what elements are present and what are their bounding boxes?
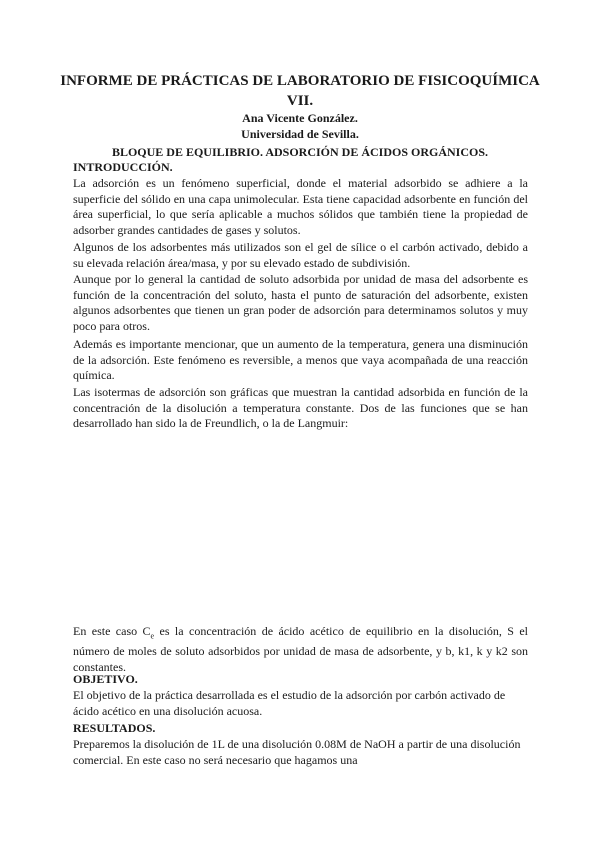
intro-paragraph-4: Además es importante mencionar, que un aumento de la temperatura, genera una disminución de la adsorción. Este fenómeno es reversible, a menos que vaya acompañada de una reacción química. <box>73 337 528 383</box>
introduction-heading: INTRODUCCIÓN. <box>73 160 173 174</box>
report-title-continuation: VII. <box>286 93 314 109</box>
results-heading: RESULTADOS. <box>73 721 156 735</box>
block-title: BLOQUE DE EQUILIBRIO. ADSORCIÓN DE ÁCIDOS ORGÁNICOS. <box>111 145 489 159</box>
variables-text-start: En este caso C <box>73 624 151 638</box>
variables-text-rest: es la concentración de ácido acético de equilibrio en la disolución, S el número de moles de soluto adsorbidos por unidad de masa de adsorbente, y b, k1, k y k2 son constantes. <box>73 624 528 674</box>
results-paragraph: Preparemos la disolución de 1L de una disolución 0.08M de NaOH a partir de una disolución comercial. En este caso no será necesario que hagamos una <box>73 737 521 767</box>
institution-name: Universidad de Sevilla. <box>241 127 359 141</box>
intro-paragraph-5: Las isotermas de adsorción son gráficas que muestran la cantidad adsorbida en función de la concentración de la disolución a temperatura constante. Dos de las funciones que se han desarrollado han sido la de Freundlich, o la de Langmuir: <box>73 385 528 431</box>
objective-paragraph: El objetivo de la práctica desarrollada es el estudio de la adsorción por carbón activado de ácido acético en una disolución acuosa. <box>73 688 506 718</box>
intro-paragraph-1: La adsorción es un fenómeno superficial, donde el material adsorbido se adhiere a la superficie del sólido en una capa unimolecular. Esta tiene capacidad adsorbente en función del área superficial, lo que sería aplicable a muchos sólidos que también tiene la propiedad de adsorber grandes cantidades de gases y solutos. <box>73 176 528 237</box>
objective-heading: OBJETIVO. <box>73 672 138 686</box>
variables-paragraph <box>73 624 528 675</box>
author-name: Ana Vicente González. <box>242 111 358 125</box>
intro-paragraph-3: Aunque por lo general la cantidad de soluto adsorbida por unidad de masa del adsorbente es función de la concentración del soluto, hasta el punto de saturación del adsorbente, existen algunos adsorbentes que tienen un gran poder de adsorción para determinamos solutos y muy poco para otros. <box>73 272 528 333</box>
report-title: INFORME DE PRÁCTICAS DE LABORATORIO DE FISICOQUÍMICA <box>60 73 540 89</box>
equations-figure-area <box>73 440 528 620</box>
subscript-e: e <box>150 631 155 641</box>
intro-paragraph-2: Algunos de los adsorbentes más utilizados son el gel de sílice o el carbón activado, debido a su elevada relación área/masa, y por su elevado estado de subdivisión. <box>73 240 528 270</box>
